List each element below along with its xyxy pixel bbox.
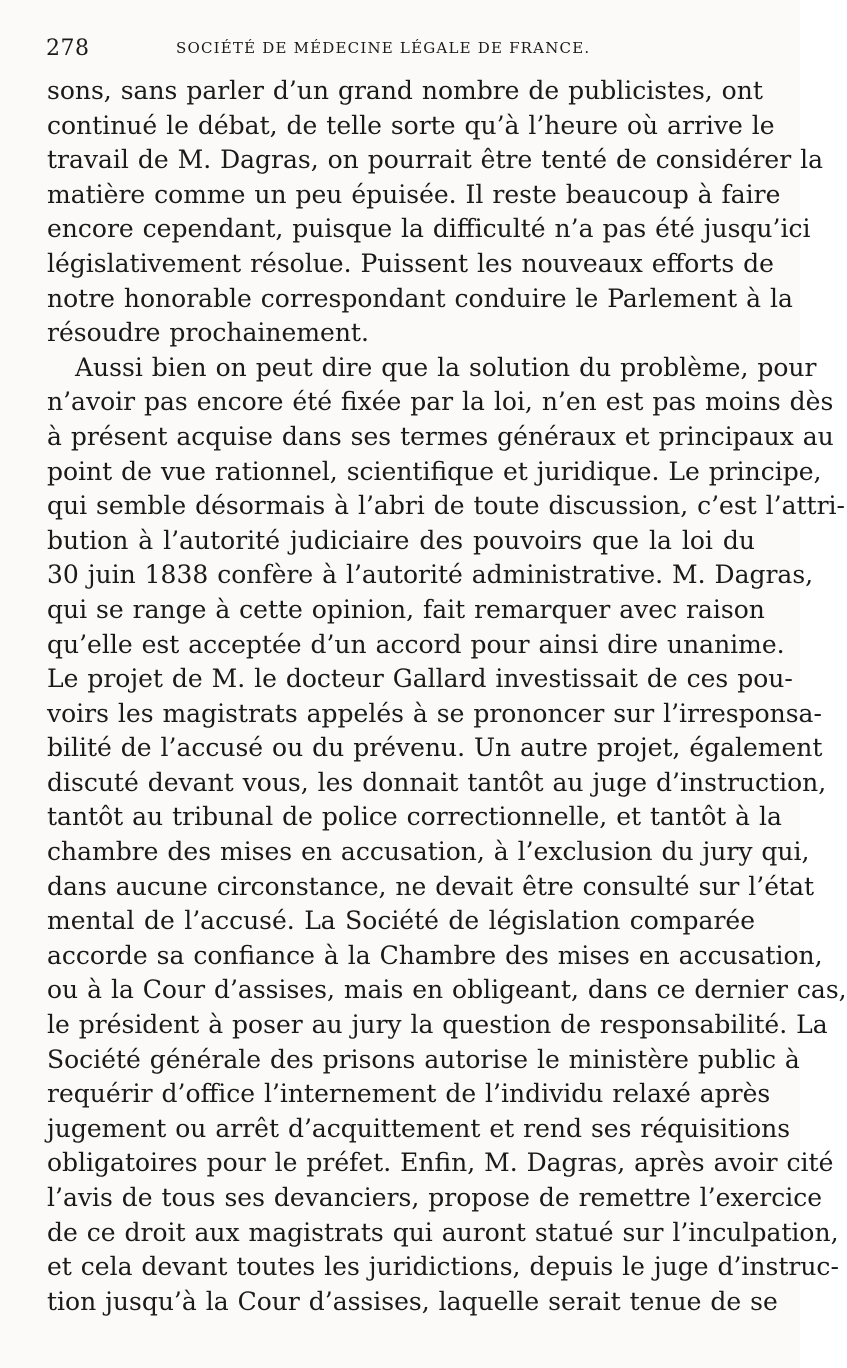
text-line: continué le débat, de telle sorte qu’à l’heure où arrive le: [47, 110, 775, 140]
running-head: [46, 36, 746, 66]
text-line: tion jusqu’à la Cour d’assises, laquelle serait tenue de se: [47, 1286, 778, 1316]
text-line: point de vue rationnel, scientifique et juridique. Le principe,: [47, 456, 822, 486]
text-line: Société générale des prisons autorise le ministère public à: [47, 1044, 800, 1074]
text-line: discuté devant vous, les donnait tantôt au juge d’instruction,: [47, 767, 827, 797]
text-line: notre honorable correspondant conduire le Parlement à la: [47, 283, 793, 313]
text-line: qu’elle est acceptée d’un accord pour ainsi dire unanime.: [47, 629, 785, 659]
text-line: Aussi bien on peut dire que la solution du problème, pour: [75, 352, 817, 382]
text-line: qui se range à cette opinion, fait remarquer avec raison: [47, 594, 765, 624]
text-line: législativement résolue. Puissent les nouveaux efforts de: [47, 248, 774, 278]
body-text: [47, 74, 847, 1319]
text-line: tantôt au tribunal de police correctionnelle, et tantôt à la: [47, 802, 782, 832]
text-line: travail de M. Dagras, on pourrait être tenté de considérer la: [47, 145, 824, 175]
text-line: bilité de l’accusé ou du prévenu. Un autre projet, également: [47, 733, 823, 763]
text-line: 30 juin 1838 confère à l’autorité administrative. M. Dagras,: [47, 560, 814, 590]
text-line: de ce droit aux magistrats qui auront statué sur l’inculpation,: [47, 1217, 839, 1247]
text-line: n’avoir pas encore été fixée par la loi, n’en est pas moins dès: [47, 387, 834, 417]
text-line: sons, sans parler d’un grand nombre de publicistes, ont: [47, 76, 763, 105]
text-line: obligatoires pour le préfet. Enfin, M. Dagras, après avoir cité: [47, 1148, 834, 1178]
text-line: chambre des mises en accusation, à l’exclusion du jury qui,: [47, 837, 810, 867]
text-line: mental de l’accusé. La Société de législation comparée: [47, 906, 755, 936]
text-line: qui semble désormais à l’abri de toute discussion, c’est l’attri-: [47, 491, 845, 521]
text-line: accorde sa confiance à la Chambre des mises en accusation,: [47, 940, 823, 970]
text-line: à présent acquise dans ses termes généraux et principaux au: [47, 421, 834, 451]
text-line: ou à la Cour d’assises, mais en obligeant, dans ce dernier cas,: [47, 975, 847, 1005]
running-title: SOCIÉTÉ DE MÉDECINE LÉGALE DE FRANCE.: [176, 39, 591, 57]
text-line: jugement ou arrêt d’acquittement et rend ses réquisitions: [47, 1113, 791, 1143]
text-line: requérir d’office l’internement de l’individu relaxé après: [47, 1079, 771, 1109]
text-line: le président à poser au jury la question de responsabilité. La: [47, 1010, 828, 1040]
text-line: dans aucune circonstance, ne devait être consulté sur l’état: [47, 871, 815, 901]
page-number: 278: [46, 36, 90, 61]
text-line: voirs les magistrats appelés à se prononcer sur l’irresponsa-: [47, 698, 822, 728]
text-line: et cela devant toutes les juridictions, depuis le juge d’instruc-: [47, 1252, 839, 1282]
text-line: l’avis de tous ses devanciers, propose de remettre l’exercice: [47, 1183, 823, 1212]
text-line: bution à l’autorité judiciaire des pouvoirs que la loi du: [47, 525, 755, 555]
text-line: encore cependant, puisque la difficulté n’a pas été jusqu’ici: [47, 214, 811, 244]
text-line: Le projet de M. le docteur Gallard investissait de ces pou-: [47, 664, 793, 694]
text-line: résoudre prochainement.: [47, 318, 369, 348]
text-line: matière comme un peu épuisée. Il reste beaucoup à faire: [47, 179, 781, 209]
